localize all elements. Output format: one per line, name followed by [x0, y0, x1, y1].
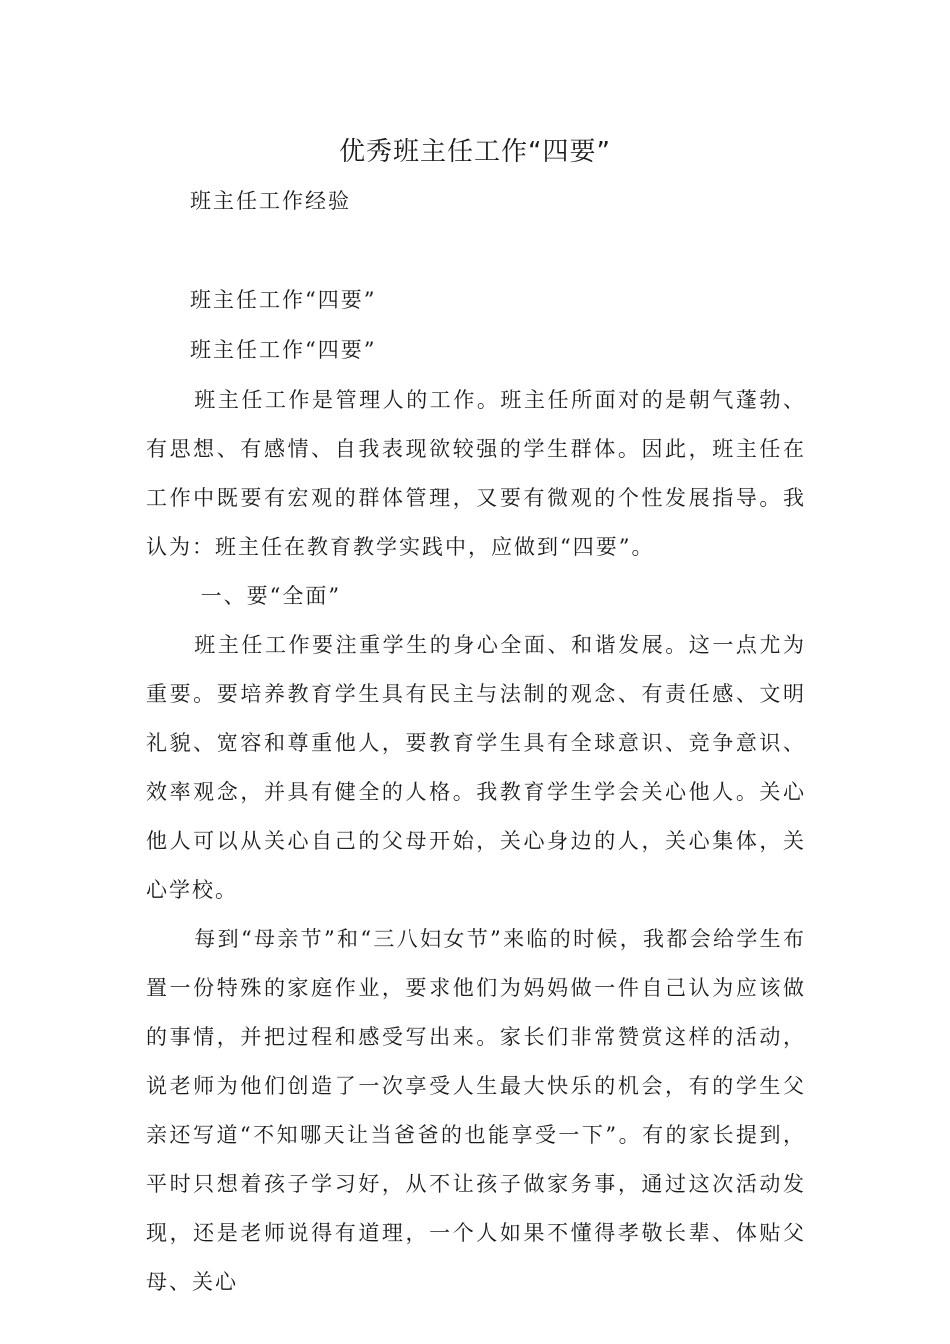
paragraph-intro: 班主任工作是管理人的工作。班主任所面对的是朝气蓬勃、有思想、有感情、自我表现欲较强的学生群体。因此，班主任在工作中既要有宏观的群体管理，又要有微观的个性发展指导。我认为：班主任在教育教学实践中，应做到“四要”。: [146, 388, 806, 559]
paragraph-heading-comprehensive: 一、要“全面”: [200, 584, 342, 608]
paragraph-comprehensive: 班主任工作要注重学生的身心全面、和谐发展。这一点尤为重要。要培养教育学生具有民主与法制的观念、有责任感、文明礼貌、宽容和尊重他人，要教育学生具有全球意识、竞争意识、效率观念，并具有健全的人格。我教育学生学会关心他人。关心他人可以从关心自己的父母开始，关心身边的人，关心集体，关心学校。: [146, 633, 806, 902]
document-subtitle: 班主任工作经验: [190, 189, 351, 213]
section-heading-1: 班主任工作“四要”: [190, 288, 377, 312]
document-title: 优秀班主任工作“四要”: [339, 137, 611, 167]
section-heading-2: 班主任工作“四要”: [190, 338, 377, 362]
paragraph-mothers-day: 每到“母亲节”和“三八妇女节”来临的时候，我都会给学生布置一份特殊的家庭作业，要求他们为妈妈做一件自己认为应该做的事情，并把过程和感受写出来。家长们非常赞赏这样的活动，说老师为他们创造了一次享受人生最大快乐的机会，有的学生父亲还写道“不知哪天让当爸爸的也能享受一下”。有的家长提到，平时只想着孩子学习好，从不让孩子做家务事，通过这次活动发现，还是老师说得有道理，一个人如果不懂得孝敬长辈、体贴父母、关心: [146, 927, 806, 1294]
document-body: [146, 376, 806, 1307]
